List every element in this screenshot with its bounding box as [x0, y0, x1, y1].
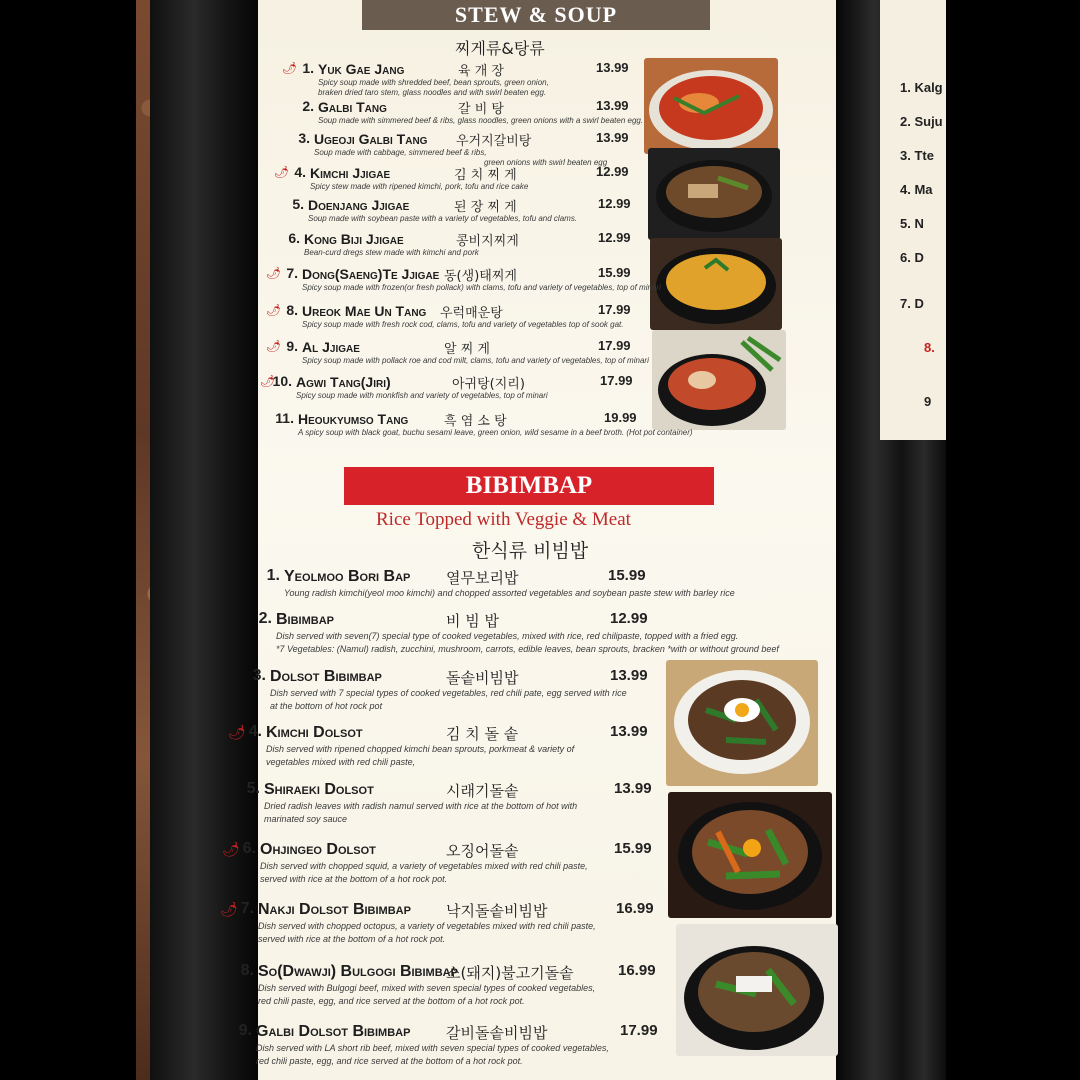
- item-name: So(Dwawji) Bulgogi Bibimbap: [258, 963, 458, 980]
- item-number: 2.: [302, 98, 314, 114]
- menu-item: [220, 900, 654, 946]
- doenjang-jjigae-photo: [650, 238, 782, 330]
- item-description: Spicy soup made with shredded beef, bean sprouts, green onion,: [318, 78, 549, 87]
- item-name: Galbi Dolsot Bibimbap: [256, 1023, 411, 1040]
- item-description: braken dried taro stem, glass noodles and with swirl beaten egg.: [318, 88, 547, 97]
- menu-item: [222, 840, 652, 886]
- item-number: 6.: [288, 230, 300, 246]
- menu-item: [302, 98, 644, 126]
- item-price: 13.99: [596, 98, 629, 113]
- item-price: 13.99: [610, 723, 648, 740]
- chili-pepper-icon: 🌶: [274, 165, 290, 179]
- item-name: Bibimbap: [276, 611, 334, 628]
- yuk-gae-jang-photo: [644, 58, 778, 154]
- item-description: Dish served with seven(7) special type of cooked vegetables, mixed with rice, red chilipaste, topped with a fried egg.: [276, 631, 739, 641]
- item-name-korean: 알 찌 게: [444, 342, 490, 357]
- item-name: Yuk Gae Jang: [318, 61, 405, 77]
- menu-item: [246, 780, 652, 826]
- next-page-item: 8.: [924, 340, 935, 355]
- item-name: Al Jjigae: [302, 339, 360, 355]
- item-name: Doenjang Jjigae: [308, 197, 410, 213]
- item-price: 19.99: [604, 410, 637, 425]
- item-name-korean: 육 개 장: [458, 64, 504, 79]
- menu-item: [266, 338, 649, 366]
- item-name-korean: 김 치 돌 솥: [446, 725, 519, 743]
- item-number: 1.: [266, 567, 280, 584]
- item-name: Nakji Dolsot Bibimbap: [258, 901, 411, 918]
- item-name: Kimchi Dolsot: [266, 724, 363, 741]
- item-number: 7.: [286, 265, 298, 281]
- item-name-korean: 된 장 찌 게: [454, 200, 517, 215]
- next-page-item: 3. Tte: [900, 148, 934, 163]
- next-page-item: 6. D: [900, 250, 924, 265]
- item-name-korean: 콩비지찌게: [456, 234, 519, 249]
- item-price: 13.99: [596, 60, 629, 75]
- next-page-item: 1. Kalg: [900, 80, 943, 95]
- item-description: Spicy soup made with pollack roe and cod milt, clams, tofu and variety of vegetables, top of minari: [302, 356, 649, 365]
- galbi-dolsot-photo: [676, 924, 838, 1056]
- item-price: 13.99: [596, 130, 629, 145]
- menu-item: [298, 130, 629, 168]
- menu-item: [275, 410, 693, 438]
- bibimbap-banner: BIBIMBAP: [344, 467, 714, 505]
- bibimbap-title-ko: 한식류 비빔밥: [472, 540, 589, 562]
- item-name-korean: 갈비돌솥비빔밥: [446, 1024, 548, 1042]
- item-number: 8.: [240, 962, 254, 979]
- menu-item: [266, 302, 631, 330]
- item-number: 8.: [286, 302, 298, 318]
- item-number: 10.: [272, 373, 292, 389]
- item-description: Soup made with cabbage, simmered beef & ribs,: [314, 148, 487, 157]
- item-number: 4.: [248, 723, 262, 740]
- item-name-korean: 낙지돌솥비빔밥: [446, 902, 548, 920]
- chili-pepper-icon: 🌶: [260, 374, 276, 388]
- item-name: Galbi Tang: [318, 99, 387, 115]
- item-name-korean: 갈 비 탕: [458, 102, 504, 117]
- item-name: Agwi Tang(Jiri): [296, 374, 391, 390]
- item-description: A spicy soup with black goat, buchu sesami leave, green onion, wild sesame in a beef broth. (Hot pot container): [298, 428, 693, 437]
- item-price: 17.99: [620, 1022, 658, 1039]
- menu-item: [266, 567, 735, 600]
- item-price: 15.99: [614, 840, 652, 857]
- item-description: red chili paste, egg, and rice served at the bottom of a hot rock pot.: [256, 1056, 523, 1066]
- item-description: Dried radish leaves with radish namul served with rice at the bottom of hot with: [264, 801, 578, 811]
- item-description: served with rice at the bottom of a hot rock pot.: [260, 874, 448, 884]
- item-description: at the bottom of hot rock pot: [270, 701, 383, 711]
- item-description: green onions with swirl beaten egg: [484, 158, 608, 167]
- item-number: 3.: [252, 667, 266, 684]
- item-name-korean: 열무보리밥: [446, 569, 519, 587]
- item-name: Heoukyumso Tang: [298, 411, 409, 427]
- item-number: 11.: [275, 410, 294, 426]
- item-name-korean: 흑 염 소 탕: [444, 414, 507, 429]
- item-description: marinated soy sauce: [264, 814, 348, 824]
- item-number: 1.: [302, 60, 314, 76]
- menu-item: [240, 962, 656, 1008]
- item-price: 16.99: [618, 962, 656, 979]
- item-price: 17.99: [600, 373, 633, 388]
- item-name: Ohjingeo Dolsot: [260, 841, 376, 858]
- stew-soup-title-ko: 찌게류&탕류: [455, 39, 545, 58]
- item-price: 13.99: [610, 667, 648, 684]
- chili-pepper-icon: 🌶: [228, 724, 246, 740]
- item-name: Shiraeki Dolsot: [264, 781, 374, 798]
- menu-item: [288, 230, 631, 258]
- item-description: Dish served with chopped squid, a variety of vegetables mixed with red chili paste,: [260, 861, 588, 871]
- menu-item: [228, 723, 648, 769]
- item-name: Yeolmoo Bori Bap: [284, 568, 411, 585]
- item-description: Spicy stew made with ripened kimchi, pork, tofu and rice cake: [310, 182, 529, 191]
- item-price: 16.99: [616, 900, 654, 917]
- item-number: 6.: [242, 840, 256, 857]
- item-name-korean: 돌솥비빔밥: [446, 669, 519, 687]
- item-description: Dish served with Bulgogi beef, mixed with seven special types of cooked vegetables,: [258, 983, 596, 993]
- menu-item: [252, 667, 648, 713]
- item-number: 5.: [246, 780, 260, 797]
- item-name: Dolsot Bibimbap: [270, 668, 382, 685]
- next-page-item: 9: [924, 394, 932, 409]
- item-description: Dish served with 7 special types of cooked vegetables, red chili pate, egg served with rice: [270, 688, 627, 698]
- kimchi-jjigae-photo: [648, 148, 780, 240]
- item-price: 17.99: [598, 338, 631, 353]
- binder-left-edge: [150, 0, 260, 1080]
- item-price: 13.99: [614, 780, 652, 797]
- item-price: 15.99: [598, 265, 631, 280]
- item-number: 9.: [286, 338, 298, 354]
- chili-pepper-icon: 🌶: [266, 339, 282, 353]
- item-name-korean: 시래기돌솥: [446, 782, 519, 800]
- item-description: Soup made with simmered beef & ribs, glass noodles, green onions with a swirl beaten egg.: [318, 116, 644, 125]
- chili-pepper-icon: 🌶: [266, 266, 282, 280]
- item-number: 9.: [238, 1022, 252, 1039]
- item-name-korean: 소(돼지)불고기돌솥: [446, 964, 574, 982]
- item-name-korean: 동(생)태찌게: [444, 269, 517, 284]
- item-price: 12.99: [610, 610, 648, 627]
- item-description: Dish served with chopped octopus, a variety of vegetables mixed with red chili paste,: [258, 921, 596, 931]
- menu-item: [282, 60, 629, 98]
- item-description: Spicy soup made with fresh rock cod, clams, tofu and variety of vegetables top of sook gat.: [302, 320, 624, 329]
- item-name-korean: 아귀탕(지리): [452, 377, 525, 392]
- item-price: 17.99: [598, 302, 631, 317]
- item-description: Dish served with ripened chopped kimchi bean sprouts, porkmeat & variety of: [266, 744, 575, 754]
- chili-pepper-icon: 🌶: [220, 901, 238, 917]
- item-description: vegetables mixed with red chili paste,: [266, 757, 416, 767]
- menu-item: [266, 265, 661, 293]
- item-description: served with rice at the bottom of a hot rock pot.: [258, 934, 446, 944]
- item-price: 15.99: [608, 567, 646, 584]
- item-name-korean: 오징어돌솥: [446, 842, 519, 860]
- item-number: 5.: [292, 196, 304, 212]
- item-number: 7.: [240, 900, 254, 917]
- item-price: 12.99: [598, 230, 631, 245]
- item-name-korean: 우럭매운탕: [440, 306, 503, 321]
- bibimbap-photo: [666, 660, 818, 786]
- stew-soup-banner: STEW & SOUP: [362, 0, 710, 30]
- item-number: 3.: [298, 130, 310, 146]
- item-name-korean: 우거지갈비탕: [456, 134, 532, 149]
- chili-pepper-icon: 🌶: [282, 61, 298, 75]
- item-description: Soup made with soybean paste with a variety of vegetables, tofu and clams.: [308, 214, 578, 223]
- item-price: 12.99: [598, 196, 631, 211]
- dolsot-bibimbap-photo: [668, 792, 832, 918]
- item-description: Dish served with LA short rib beef, mixed with seven special types of cooked vegetables,: [256, 1043, 609, 1053]
- menu-item: [274, 164, 629, 192]
- next-page-item: 5. N: [900, 216, 924, 231]
- item-name: Kimchi Jjigae: [310, 165, 391, 181]
- next-page-item: 7. D: [900, 296, 924, 311]
- next-page-item: 2. Suju: [900, 114, 943, 129]
- item-name: Ugeoji Galbi Tang: [314, 131, 428, 147]
- item-name-korean: 비 빔 밥: [446, 612, 500, 630]
- chili-pepper-icon: 🌶: [222, 841, 240, 857]
- menu-item: [258, 610, 779, 656]
- item-description: *7 Vegetables: (Namul) radish, zucchini, mushroom, carrots, edible leaves, bean sprouts, bracken *with or without ground beef: [276, 644, 779, 654]
- bibimbap-subtitle: Rice Topped with Veggie & Meat: [376, 509, 631, 530]
- item-description: red chili paste, egg, and rice served at the bottom of a hot rock pot.: [258, 996, 525, 1006]
- menu-item: [260, 373, 633, 401]
- item-price: 12.99: [596, 164, 629, 179]
- item-description: Young radish kimchi(yeol moo kimchi) and chopped assorted vegetables and soybean paste stew with barley rice: [284, 588, 735, 598]
- next-page-item: 4. Ma: [900, 182, 933, 197]
- item-name: Ureok Mae Un Tang: [302, 303, 427, 319]
- menu-item: [292, 196, 631, 224]
- item-name-korean: 김 치 찌 게: [454, 168, 517, 183]
- item-description: Spicy soup made with monkfish and variety of vegetables, top of minari: [296, 391, 548, 400]
- menu-item: [238, 1022, 658, 1068]
- item-name: Dong(Saeng)Te Jjigae: [302, 266, 440, 282]
- item-number: 4.: [294, 164, 306, 180]
- item-description: Spicy soup made with frozen(or fresh pollack) with clams, tofu and variety of vegetables, top of minari: [302, 283, 661, 292]
- item-number: 2.: [258, 610, 272, 627]
- item-description: Bean-curd dregs stew made with kimchi and pork: [304, 248, 479, 257]
- chili-pepper-icon: 🌶: [266, 303, 282, 317]
- item-name: Kong Biji Jjigae: [304, 231, 404, 247]
